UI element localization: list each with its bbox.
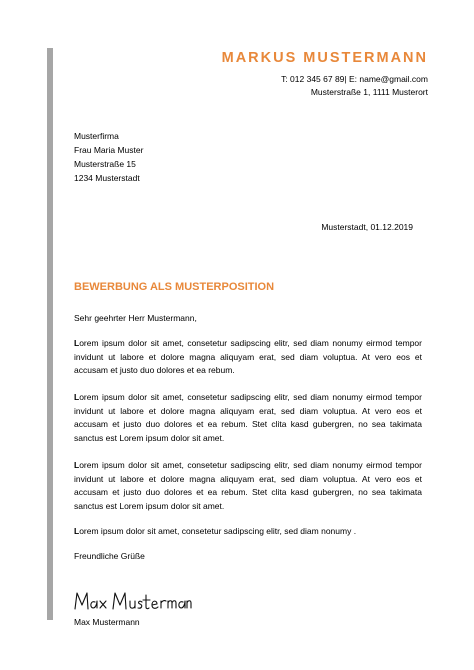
salutation: Sehr geehrter Herr Mustermann, [74, 313, 197, 323]
body-paragraph [74, 459, 422, 513]
letter-subject: BEWERBUNG ALS MUSTERPOSITION [74, 281, 275, 293]
signer-name: Max Mustermann [74, 617, 140, 627]
recipient-street: Musterstraße 15 [74, 159, 136, 169]
sender-address-line: Musterstraße 1, 1111 Musterort [310, 87, 428, 97]
recipient-address [74, 129, 143, 185]
recipient-person: Frau Maria Muster [74, 145, 144, 155]
letter-date: Musterstadt, 01.12.2019 [321, 222, 413, 232]
sender-name: MARKUS MUSTERMANN [221, 50, 428, 66]
closing-phrase: Freundliche Grüße [74, 551, 145, 561]
body-paragraph [74, 337, 422, 378]
decorative-side-bar [47, 48, 53, 620]
handwritten-signature [73, 587, 193, 615]
body-paragraph [74, 391, 422, 445]
body-paragraph [74, 525, 422, 539]
paragraph-lead-letter: L [74, 338, 80, 348]
paragraph-text: orem ipsum dolor sit amet, consetetur sadipscing elitr, sed diam nonumy eirmod tempor invidunt ut labore et dolore magna aliquyam erat, sed diam voluptua. At vero eos et accusam et justo duo dolores et ea rebum. Stet clita kasd gubergren, no sea takimata sanctus est Lorem ipsum dolor sit amet. [74, 392, 422, 443]
paragraph-text: orem ipsum dolor sit amet, consetetur sadipscing elitr, sed diam nonumy eirmod tempor invidunt ut labore et dolore magna aliquyam erat, sed diam voluptua. At vero eos et accusam et justo duo dolores et ea rebum. [74, 338, 422, 375]
recipient-city: 1234 Musterstadt [74, 173, 140, 183]
sender-contact-line: T: 012 345 67 89| E: name@gmail.com [281, 74, 428, 84]
paragraph-text: orem ipsum dolor sit amet, consetetur sadipscing elitr, sed diam nonumy . [79, 526, 357, 536]
paragraph-lead-letter: L [74, 392, 80, 402]
sender-contact-block [281, 73, 428, 99]
recipient-company: Musterfirma [74, 131, 119, 141]
paragraph-lead-letter: L [74, 460, 80, 470]
paragraph-text: orem ipsum dolor sit amet, consetetur sadipscing elitr, sed diam nonumy eirmod tempor invidunt ut labore et dolore magna aliquyam erat, sed diam voluptua. At vero eos et accusam et justo duo dolores et ea rebum. Stet clita kasd gubergren, no sea takimata sanctus est Lorem ipsum dolor sit amet. [74, 460, 422, 511]
paragraph-lead-letter: L [74, 526, 80, 536]
